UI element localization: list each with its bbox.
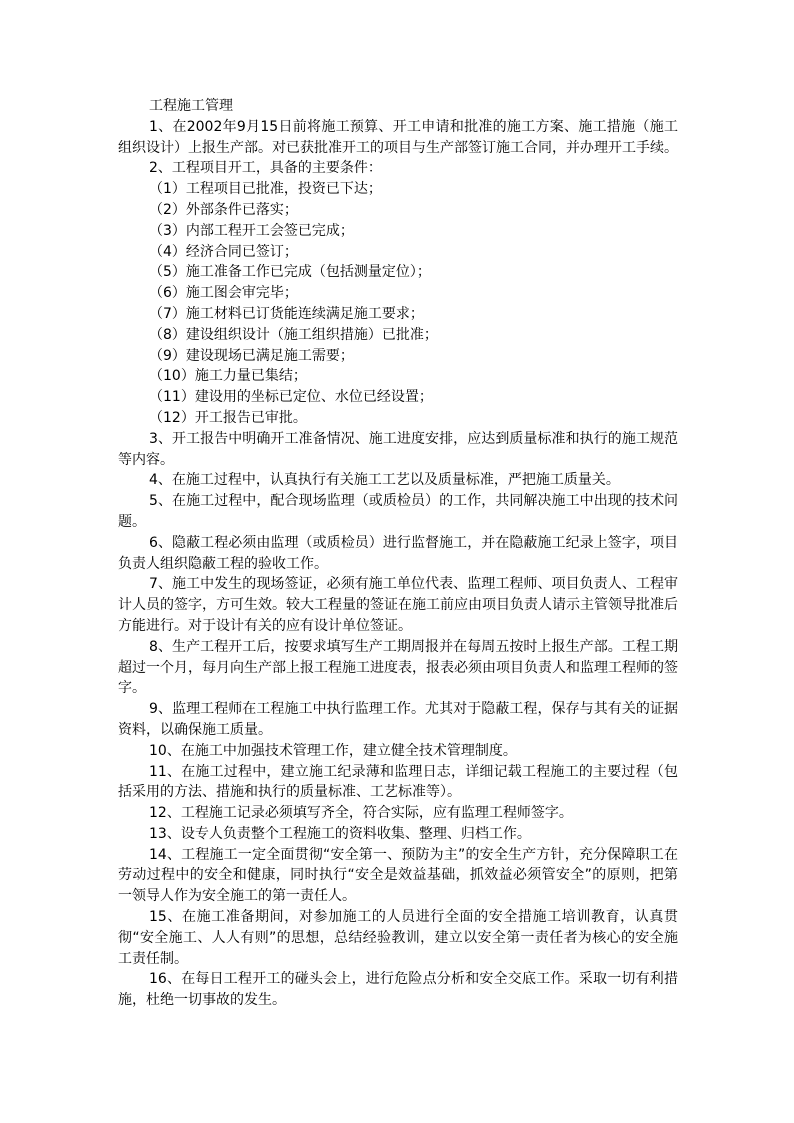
condition-item: （8）建设组织设计（施工组织措施）已批准；: [149, 326, 438, 343]
condition-item: （9）建设现场已满足施工需要；: [149, 347, 354, 364]
condition-item: （3）内部工程开工会签已完成；: [149, 222, 354, 239]
condition-item: （7）施工材料已订货能连续满足施工要求；: [149, 305, 424, 322]
condition-item: （2）外部条件已落实；: [149, 201, 298, 218]
paragraph-5: 5、在施工过程中，配合现场监理（或质检员）的工作，共同解决施工中出现的技术问题。: [118, 493, 678, 530]
condition-item: （11）建设用的坐标已定位、水位已经设置；: [149, 389, 433, 406]
condition-item: （4）经济合同已签订；: [149, 243, 298, 260]
paragraph-6: 6、隐蔽工程必须由监理（或质检员）进行监督施工，并在隐蔽施工纪录上签字，项目负责人组织隐蔽工程的验收工作。: [118, 534, 678, 572]
paragraph-13: 13、设专人负责整个工程施工的资料收集、整理、归档工作。: [149, 825, 531, 842]
paragraph-8: 8、生产工程开工后，按要求填写生产工期周报并在每周五按时上报生产部。工程工期超过一个月，每月向生产部上报工程施工进度表，报表必须由项目负责人和监理工程师的签字。: [118, 638, 678, 697]
condition-item: （10）施工力量已集结；: [149, 368, 307, 385]
paragraph-3: 3、开工报告中明确开工准备情况、施工进度安排，应达到质量标准和执行的施工规范等内容。: [118, 430, 678, 468]
condition-item: （5）施工准备工作已完成（包括测量定位）；: [149, 264, 431, 281]
paragraph-11: 11、在施工过程中，建立施工纪录薄和监理日志，详细记载工程施工的主要过程（包括采用的方法、措施和执行的质量标准、工艺标准等）。: [118, 763, 678, 801]
paragraph-16: 16、在每日工程开工的碰头会上，进行危险点分析和安全交底工作。采取一切有利措施，杜绝一切事故的发生。: [118, 971, 678, 1009]
paragraph-1: 1、在2002年9月15日前将施工预算、开工申请和批准的施工方案、施工措施（施工组织设计）上报生产部。对已获批准开工的项目与生产部签订施工合同，并办理开工手续。: [118, 118, 678, 156]
paragraph-9: 9、监理工程师在工程施工中执行监理工作。尤其对于隐蔽工程，保存与其有关的证据资料，以确保施工质量。: [118, 701, 678, 738]
paragraph-10: 10、在施工中加强技术管理工作，建立健全技术管理制度。: [149, 742, 517, 759]
paragraph-14: 14、工程施工一定全面贯彻“安全第一、预防为主”的安全生产方针，充分保障职工在劳动过程中的安全和健康，同时执行“安全是效益基础，抓效益必须管安全”的原则，把第一领导人作为安全施工的第一责任人。: [118, 846, 678, 905]
condition-item: （12）开工报告已审批。: [149, 409, 307, 426]
paragraph-12: 12、工程施工记录必须填写齐全，符合实际，应有监理工程师签字。: [149, 805, 573, 822]
paragraph-15: 15、在施工准备期间，对参加施工的人员进行全面的安全措施工培训教育，认真贯彻“安全施工、人人有则”的思想，总结经验教训，建立以安全第一责任者为核心的安全施工责任制。: [118, 909, 678, 967]
paragraph-4: 4、在施工过程中，认真执行有关施工工艺以及质量标准，严把施工质量关。: [149, 472, 620, 489]
document-title: 工程施工管理: [149, 98, 233, 114]
condition-item: （1）工程项目已批准，投资已下达；: [149, 181, 382, 198]
document-page: [118, 96, 678, 1011]
paragraph-2: 2、工程项目开工，具备的主要条件：: [149, 160, 382, 177]
condition-item: （6）施工图会审完毕；: [149, 285, 298, 302]
paragraph-7: 7、施工中发生的现场签证，必须有施工单位代表、监理工程师、项目负责人、工程审计人员的签字，方可生效。较大工程量的签证在施工前应由项目负责人请示主管领导批准后方能进行。对于设计有关的应有设计单位签证。: [118, 576, 678, 634]
